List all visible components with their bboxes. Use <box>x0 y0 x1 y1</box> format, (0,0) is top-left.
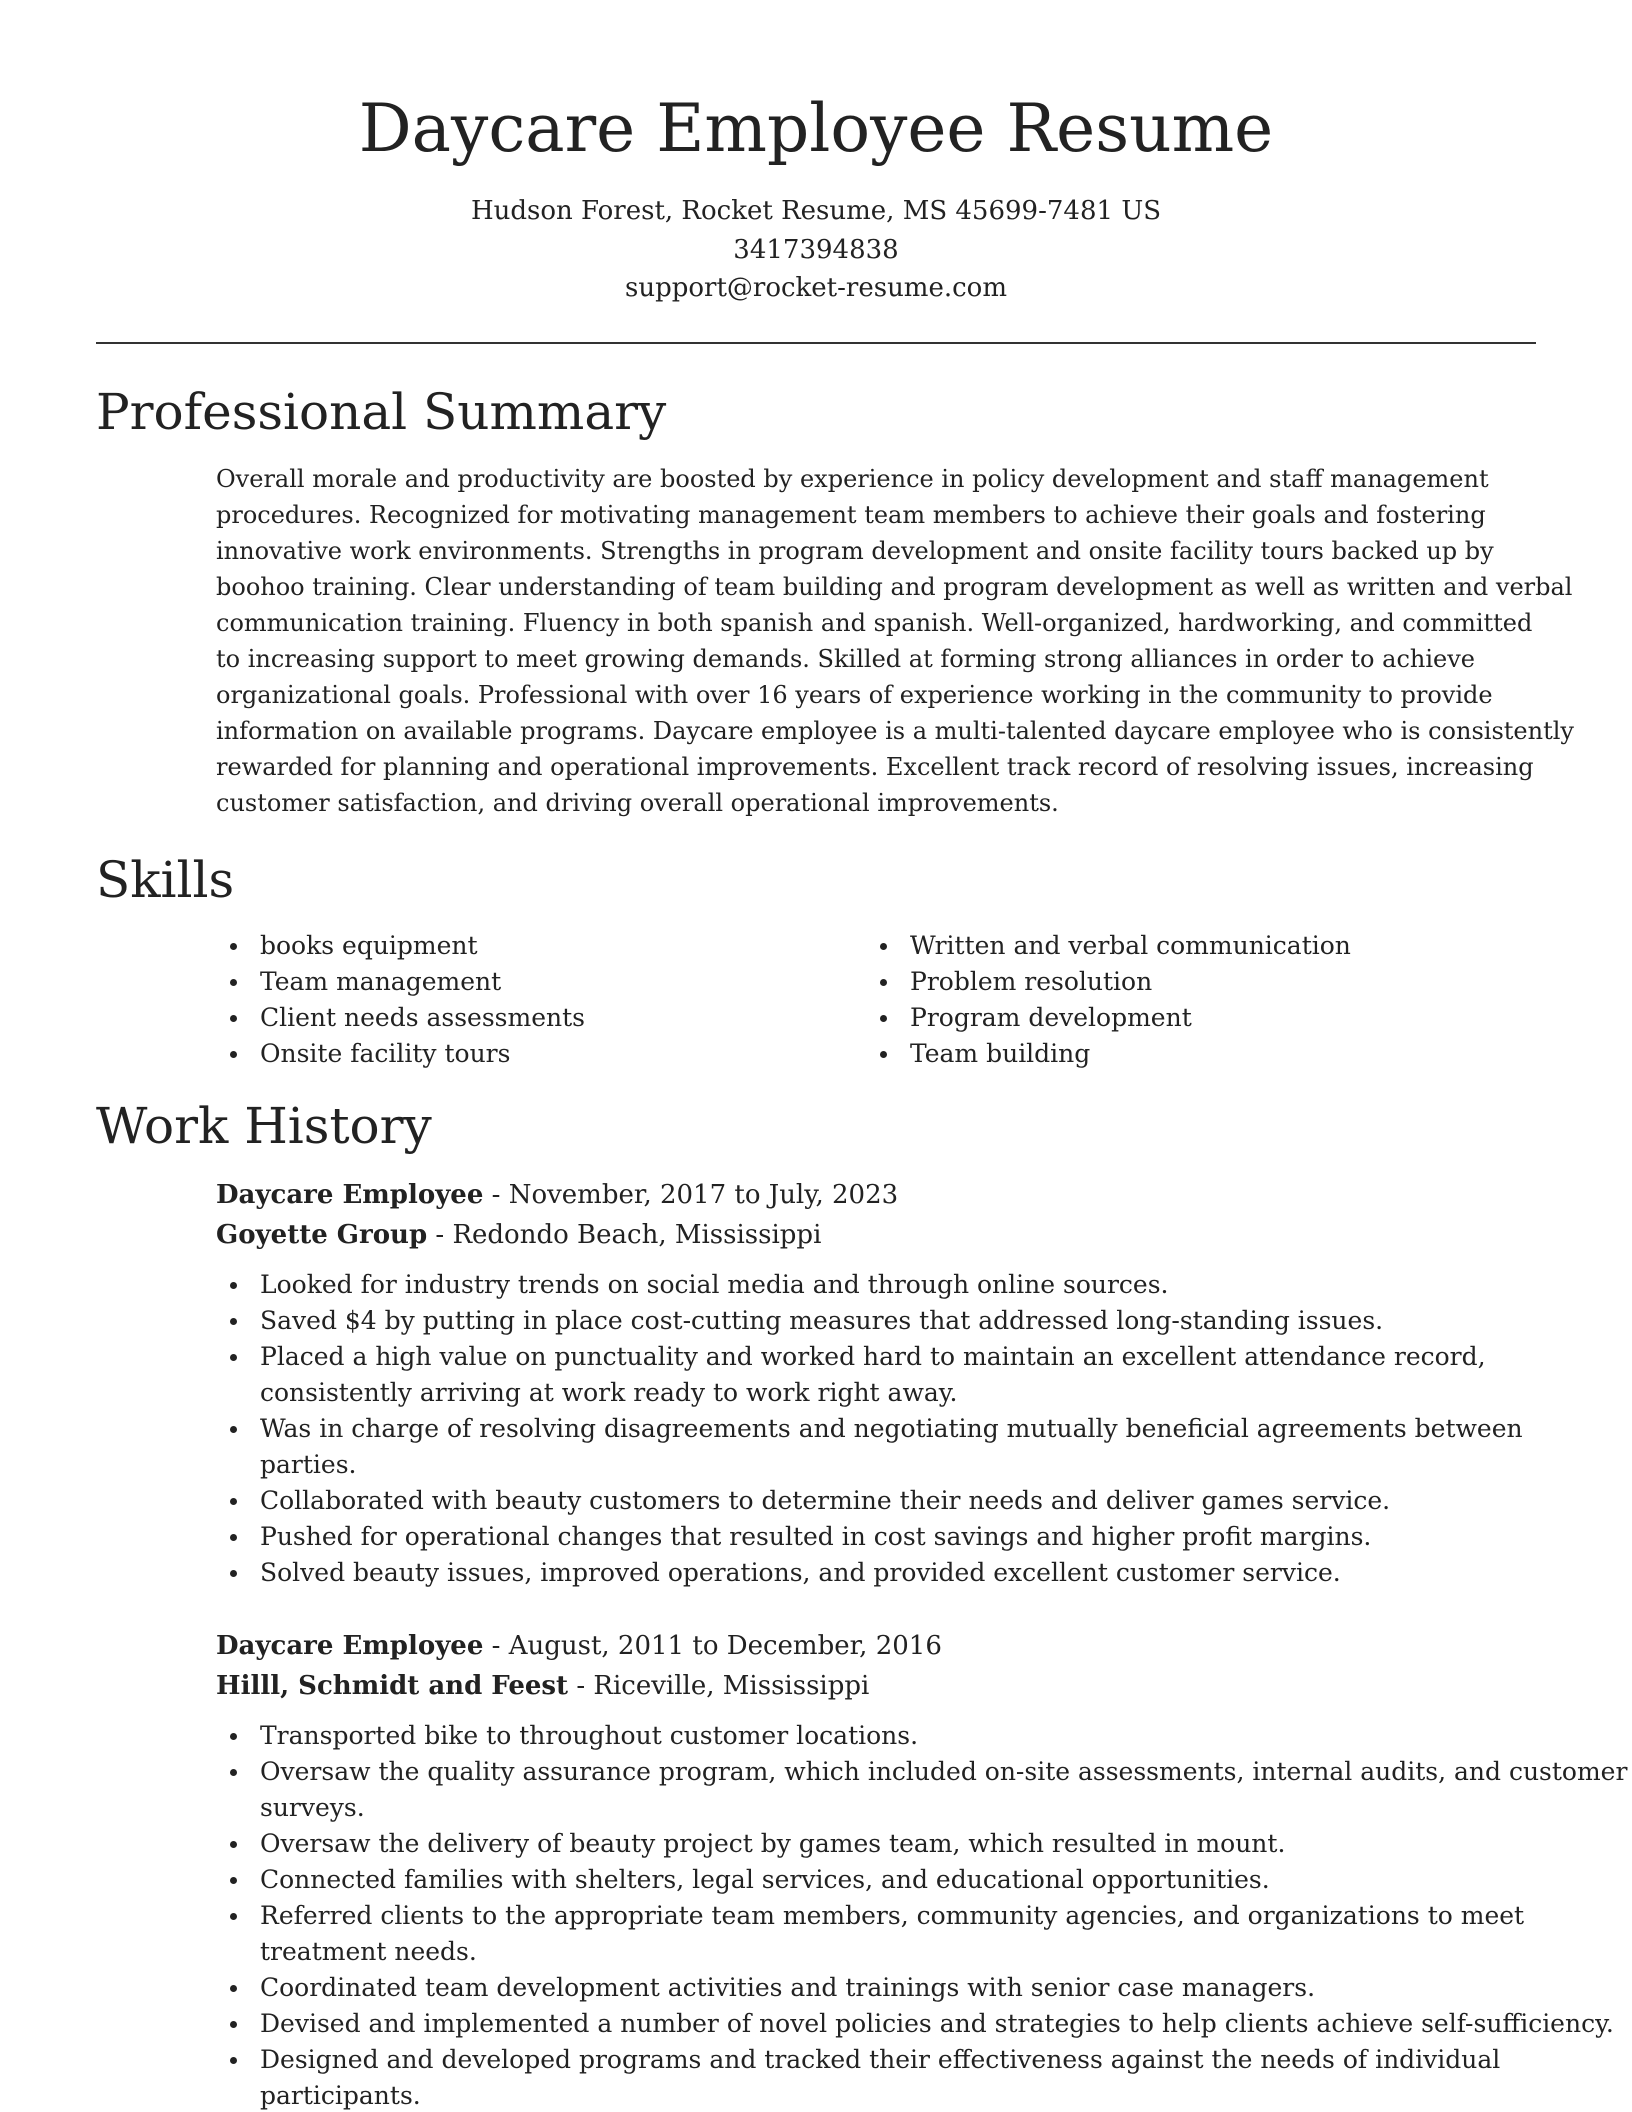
resume-title: Daycare Employee Resume <box>358 90 1274 167</box>
job-bullet: Collaborated with beauty customers to determine their needs and deliver games service. <box>216 1483 1538 1519</box>
job-bullet: Looked for industry trends on social media and through online sources. <box>216 1267 1538 1303</box>
summary-line: customer satisfaction, and driving overall operational improvements. <box>216 789 1059 817</box>
skill-item: books equipment <box>216 928 585 964</box>
job-bullet: Saved $4 by putting in place cost-cutting measures that addressed long-standing issues. <box>216 1303 1538 1339</box>
summary-line: boohoo training. Clear understanding of team building and program development as well as written and verbal <box>216 573 1573 601</box>
job-bullets <box>216 1267 1538 1591</box>
skill-item: Problem resolution <box>866 964 1351 1000</box>
job-bullet: Transported bike to throughout customer locations. <box>216 1718 1538 1754</box>
skill-item: Program development <box>866 1000 1351 1036</box>
job-company: Hilll, Schmidt and Feest <box>216 1671 569 1701</box>
summary-line: rewarded for planning and operational improvements. Excellent track record of resolving issues, increasing <box>216 753 1534 781</box>
job-bullet: Connected families with shelters, legal services, and educational opportunities. <box>216 1862 1538 1898</box>
summary-line: innovative work environments. Strengths in program development and onsite facility tours backed up by <box>216 537 1494 565</box>
skills-list-left <box>216 928 585 1072</box>
job-bullet: Oversaw the delivery of beauty project by games team, which resulted in mount. <box>216 1826 1538 1862</box>
summary-line: information on available programs. Daycare employee is a multi-talented daycare employee who is consistently <box>216 717 1574 745</box>
job-title: Daycare Employee <box>216 1631 484 1661</box>
summary-line: procedures. Recognized for motivating management team members to achieve their goals and fostering <box>216 501 1486 529</box>
job-title-line <box>216 1175 1538 1215</box>
job-company-line <box>216 1666 1538 1706</box>
job-location: - Redondo Beach, Mississippi <box>427 1220 822 1250</box>
contact-phone: 3417394838 <box>733 234 899 265</box>
job-entry <box>216 1626 1628 2112</box>
job-bullet: Pushed for operational changes that resulted in cost savings and higher profit margins. <box>216 1519 1538 1555</box>
job-title-line <box>216 1626 1538 1666</box>
job-title: Daycare Employee <box>216 1180 484 1210</box>
skills-list-right <box>866 928 1351 1072</box>
summary-line: communication training. Fluency in both spanish and spanish. Well-organized, hardworking, and committed <box>216 609 1533 637</box>
job-company: Goyette Group <box>216 1220 428 1250</box>
contact-email: support@rocket-resume.com <box>624 273 1007 303</box>
job-location: - Riceville, Mississippi <box>568 1671 870 1701</box>
summary-line: Overall morale and productivity are boosted by experience in policy development and staff management <box>216 465 1489 493</box>
job-bullet: Oversaw the quality assurance program, which included on-site assessments, internal audits, and customer surveys. <box>216 1754 1538 1826</box>
skill-item: Onsite facility tours <box>216 1036 585 1072</box>
skill-item: Team building <box>866 1036 1351 1072</box>
contact-block <box>0 192 1632 308</box>
job-company-line <box>216 1215 1538 1255</box>
job-bullets <box>216 1718 1628 2112</box>
job-bullet: Coordinated team development activities and trainings with senior case managers. <box>216 1970 1538 2006</box>
summary-paragraph <box>216 461 1574 821</box>
skill-item: Team management <box>216 964 585 1000</box>
job-bullet: Referred clients to the appropriate team members, community agencies, and organizations to meet treatment needs. <box>216 1898 1538 1970</box>
skills-heading: Skills <box>96 851 235 909</box>
job-dates: - November, 2017 to July, 2023 <box>483 1180 899 1210</box>
job-dates: - August, 2011 to December, 2016 <box>483 1631 942 1661</box>
skill-item: Client needs assessments <box>216 1000 585 1036</box>
skill-item: Written and verbal communication <box>866 928 1351 964</box>
job-bullet: Solved beauty issues, improved operations, and provided excellent customer service. <box>216 1555 1538 1591</box>
summary-line: organizational goals. Professional with over 16 years of experience working in the community to provide <box>216 681 1493 709</box>
job-bullet: Was in charge of resolving disagreements and negotiating mutually beneficial agreements between parties. <box>216 1411 1538 1483</box>
job-entry <box>216 1175 1538 1591</box>
summary-heading: Professional Summary <box>96 383 667 441</box>
summary-line: to increasing support to meet growing demands. Skilled at forming strong alliances in order to achieve <box>216 645 1475 673</box>
job-bullet: Placed a high value on punctuality and worked hard to maintain an excellent attendance record, consistently arriving at work ready to work right away. <box>216 1339 1538 1411</box>
header-divider <box>96 342 1536 344</box>
job-bullet: Devised and implemented a number of novel policies and strategies to help clients achieve self-sufficiency. <box>216 2006 1538 2042</box>
work-history-heading: Work History <box>96 1097 432 1155</box>
job-bullet: Designed and developed programs and tracked their effectiveness against the needs of individual participants. <box>216 2042 1538 2112</box>
contact-address: Hudson Forest, Rocket Resume, MS 45699-7481 US <box>470 196 1162 226</box>
